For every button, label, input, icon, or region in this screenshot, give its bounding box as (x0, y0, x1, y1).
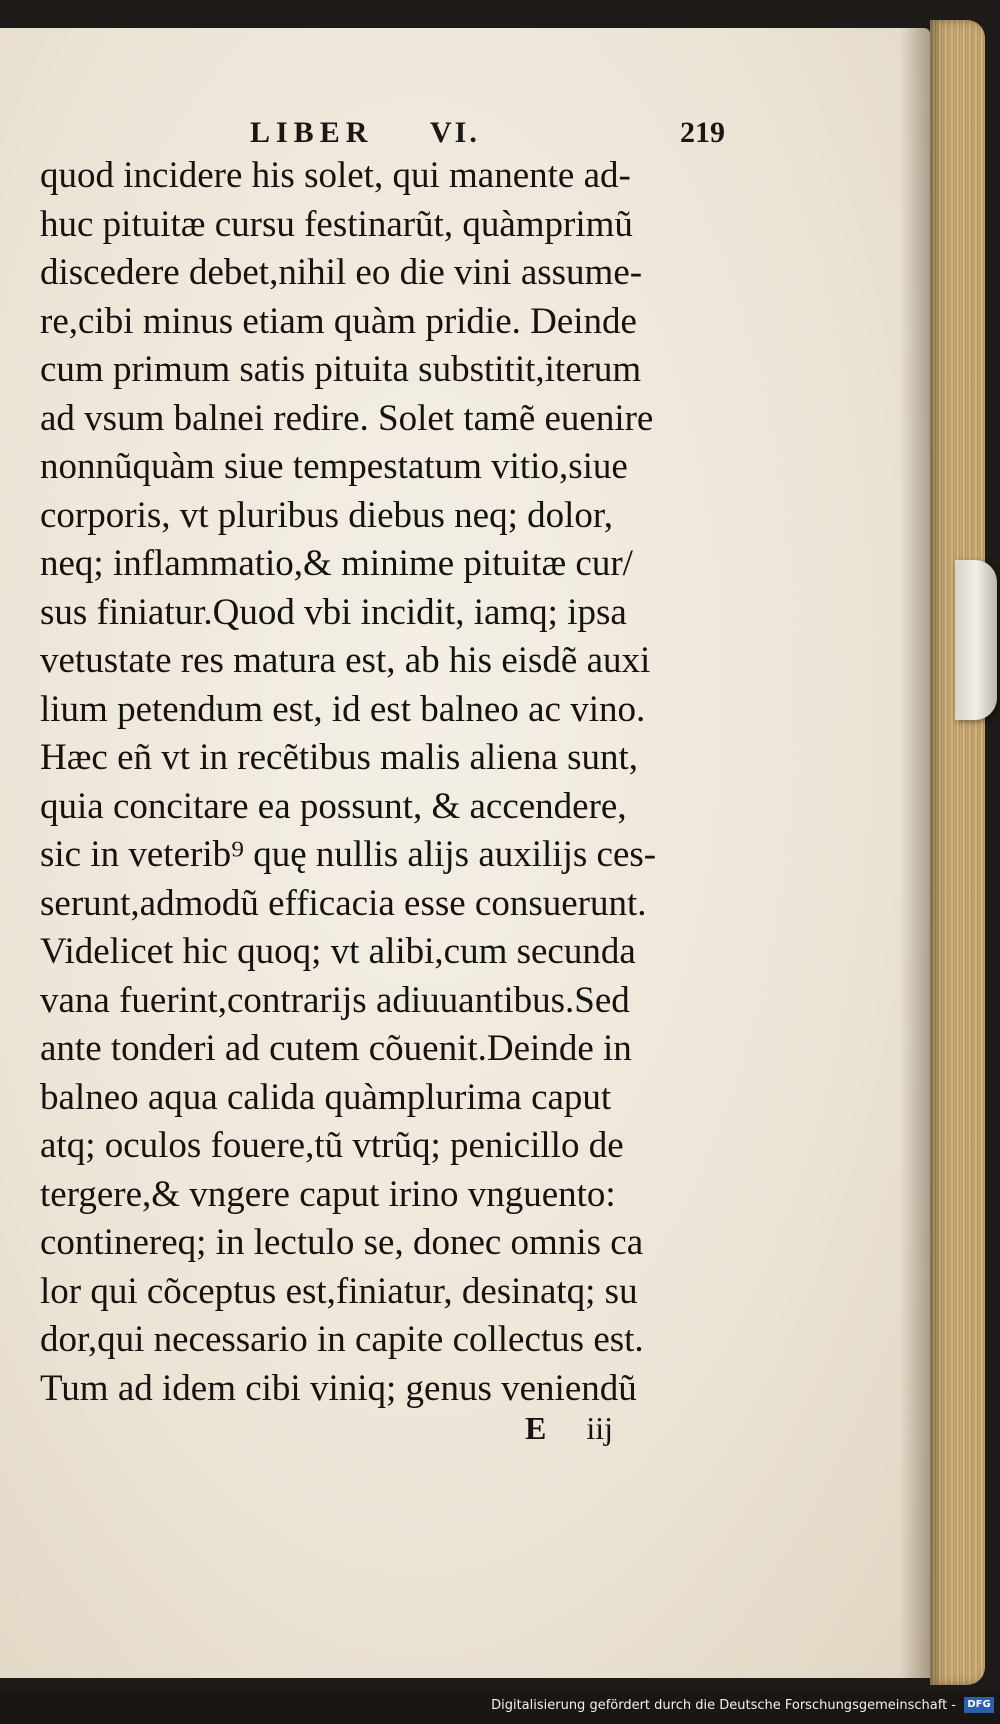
text-line: quia concitare ea possunt, & accendere, (40, 785, 627, 827)
gutter-shadow (900, 28, 930, 1678)
text-line: dor,qui necessario in capite collectus est. (40, 1319, 644, 1360)
bookmark-strip (955, 560, 997, 720)
text-line: Hæc eñ vt in recẽtibus malis aliena sunt, (40, 737, 639, 778)
text-line: sic in veterib⁹ quę nullis alijs auxilijs ces- (40, 834, 657, 875)
signature-letter: E (525, 1410, 547, 1446)
dfg-logo: DFG (964, 1697, 994, 1713)
running-head (0, 116, 930, 156)
text-line: balneo aqua calida quàmplurima caput (40, 1076, 612, 1118)
text-line: ante tonderi ad cutem cõuenit.Deinde in (40, 1028, 632, 1069)
running-head-title: LIBER (250, 116, 374, 149)
text-line: discedere debet,nihil eo die vini assume- (40, 252, 643, 293)
text-line: nonnũquàm siue tempestatum vitio,siue (40, 446, 628, 487)
text-line: lor qui cõceptus est,finiatur, desinatq; su (40, 1270, 638, 1312)
text-line: quod incidere his solet, qui manente ad- (40, 155, 631, 196)
text-line: ad vsum balnei redire. Solet tamẽ euenire (40, 397, 654, 439)
text-line: Tum ad idem cibi viniq; genus veniendũ (40, 1367, 637, 1409)
signature-number: iij (586, 1410, 614, 1446)
text-line: neq; inflammatio,& minime pituitæ cur/ (40, 543, 633, 584)
text-line: serunt,admodũ efficacia esse consuerunt. (40, 882, 647, 924)
body-text (40, 152, 740, 1413)
text-line: huc pituitæ cursu festinarũt, quàmprimũ (40, 203, 633, 245)
page-edges (930, 20, 985, 1685)
text-line: continereq; in lectulo se, donec omnis ca (40, 1222, 644, 1263)
running-head-book: VI. (430, 116, 480, 149)
text-line: corporis, vt pluribus diebus neq; dolor, (40, 494, 613, 536)
text-line: tergere,& vngere caput irino vnguento: (40, 1173, 616, 1215)
text-line: sus finiatur.Quod vbi incidit, iamq; ipsa (40, 591, 627, 633)
text-line: cum primum satis pituita substitit,iterum (40, 349, 642, 390)
text-line: re,cibi minus etiam quàm pridie. Deinde (40, 300, 637, 342)
text-line: lium petendum est, id est balneo ac vino. (40, 688, 646, 730)
footer-credit: Digitalisierung gefördert durch die Deutsche Forschungsgemeinschaft - (491, 1698, 956, 1713)
signature-mark (525, 1410, 613, 1447)
text-line: atq; oculos fouere,tũ vtrũq; penicillo de (40, 1125, 624, 1166)
text-line: Videlicet hic quoq; vt alibi,cum secunda (40, 931, 636, 972)
text-line: vetustate res matura est, ab his eisdẽ auxi (40, 640, 651, 681)
folio-number: 219 (680, 116, 725, 149)
text-line: vana fuerint,contrarijs adiuuantibus.Sed (40, 979, 630, 1021)
